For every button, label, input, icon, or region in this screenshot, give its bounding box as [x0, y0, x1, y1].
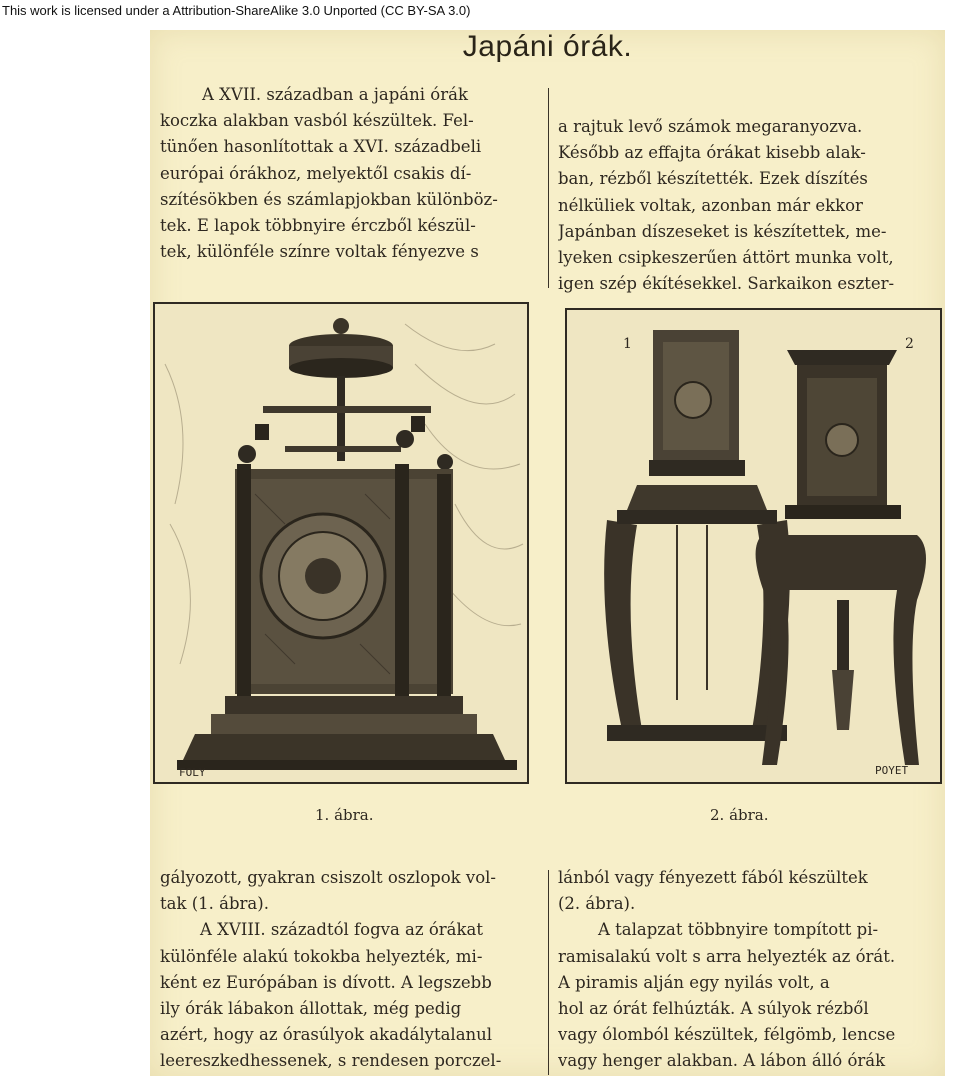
text-line: igen szép ékítésekkel. Sarkaikon eszter-	[558, 274, 895, 294]
page-title: Japáni órák.	[462, 30, 633, 63]
text-line: szítésökben és számlapjokban különböz-	[160, 189, 498, 209]
column-divider-top	[548, 88, 549, 288]
text-line: a rajtuk levő számok megaranyozva.	[558, 117, 863, 136]
text-line: (2. ábra).	[558, 894, 636, 914]
text-line: európai órákhoz, melyektől csakis dí-	[160, 163, 472, 183]
figure-1-table-clock	[153, 302, 529, 784]
text-line: lyeken csipkeszerűen áttört munka volt,	[558, 247, 894, 267]
text-line: ként ez Európában is dívott. A legszebb	[160, 972, 492, 992]
text-column-top-right	[558, 114, 938, 297]
text-line: nélküliek voltak, azonban már ekkor	[558, 195, 863, 215]
text-line: A XVIII. századtól fogva az órákat	[200, 920, 483, 940]
text-line: ban, rézből készítették. Ezek díszítés	[558, 169, 868, 189]
text-line: Később az effajta órákat kisebb alak-	[558, 143, 866, 163]
figure-1-signature: FOLY	[179, 766, 206, 779]
table-clock-engraving	[155, 304, 527, 782]
text-line: vagy henger alakban. A lábon álló órák	[558, 1051, 886, 1071]
figure-2-standing-clocks	[565, 308, 942, 784]
text-column-top-left	[160, 82, 540, 265]
column-divider-bottom	[548, 870, 549, 1075]
text-line: koczka alakban vasból készültek. Fel-	[160, 111, 474, 131]
text-line: lánból vagy fényezett fából készültek	[558, 868, 868, 887]
figure-2-label-2: 2	[905, 336, 914, 352]
text-line: Japánban díszeseket is készítettek, me-	[558, 221, 887, 241]
text-line: ily órák lábakon állottak, még pedig	[160, 998, 462, 1018]
figure-2-caption: 2. ábra.	[710, 806, 769, 824]
text-line: tünően hasonlítottak a XVI. századbeli	[160, 137, 482, 157]
license-notice: This work is licensed under a Attribution-ShareAlike 3.0 Unported (CC BY-SA 3.0)	[2, 3, 471, 18]
text-line: gályozott, gyakran csiszolt oszlopok vol-	[160, 868, 497, 887]
text-line: tek. E lapok többnyire érczből készül-	[160, 215, 476, 235]
text-line: vagy ólomból készültek, félgömb, lencse	[558, 1025, 896, 1045]
document-page	[150, 30, 945, 1076]
text-line: azért, hogy az órasúlyok akadálytalanul	[160, 1025, 493, 1045]
text-column-bottom-right	[558, 865, 938, 1075]
text-line: tak (1. ábra).	[160, 894, 269, 914]
text-line: A piramis alján egy nyilás volt, a	[558, 972, 830, 992]
text-line: ramisalakú volt s arra helyezték az órát.	[558, 946, 896, 966]
text-line: különféle alakú tokokba helyezték, mi-	[160, 946, 483, 966]
text-line: A talapzat többnyire tompított pi-	[598, 920, 879, 940]
text-line: leereszkedhessenek, s rendesen porczel-	[160, 1051, 502, 1071]
text-line: tek, különféle színre voltak fényezve s	[160, 242, 479, 262]
text-line: hol az órát felhúzták. A súlyok rézből	[558, 998, 869, 1018]
text-line: A XVII. században a japáni órák	[202, 85, 468, 104]
figure-2-label-1: 1	[623, 336, 632, 352]
figure-1-caption: 1. ábra.	[315, 806, 374, 824]
standing-clocks-engraving	[567, 310, 940, 782]
text-column-bottom-left	[160, 865, 540, 1075]
figure-2-signature: POYET	[875, 764, 909, 777]
